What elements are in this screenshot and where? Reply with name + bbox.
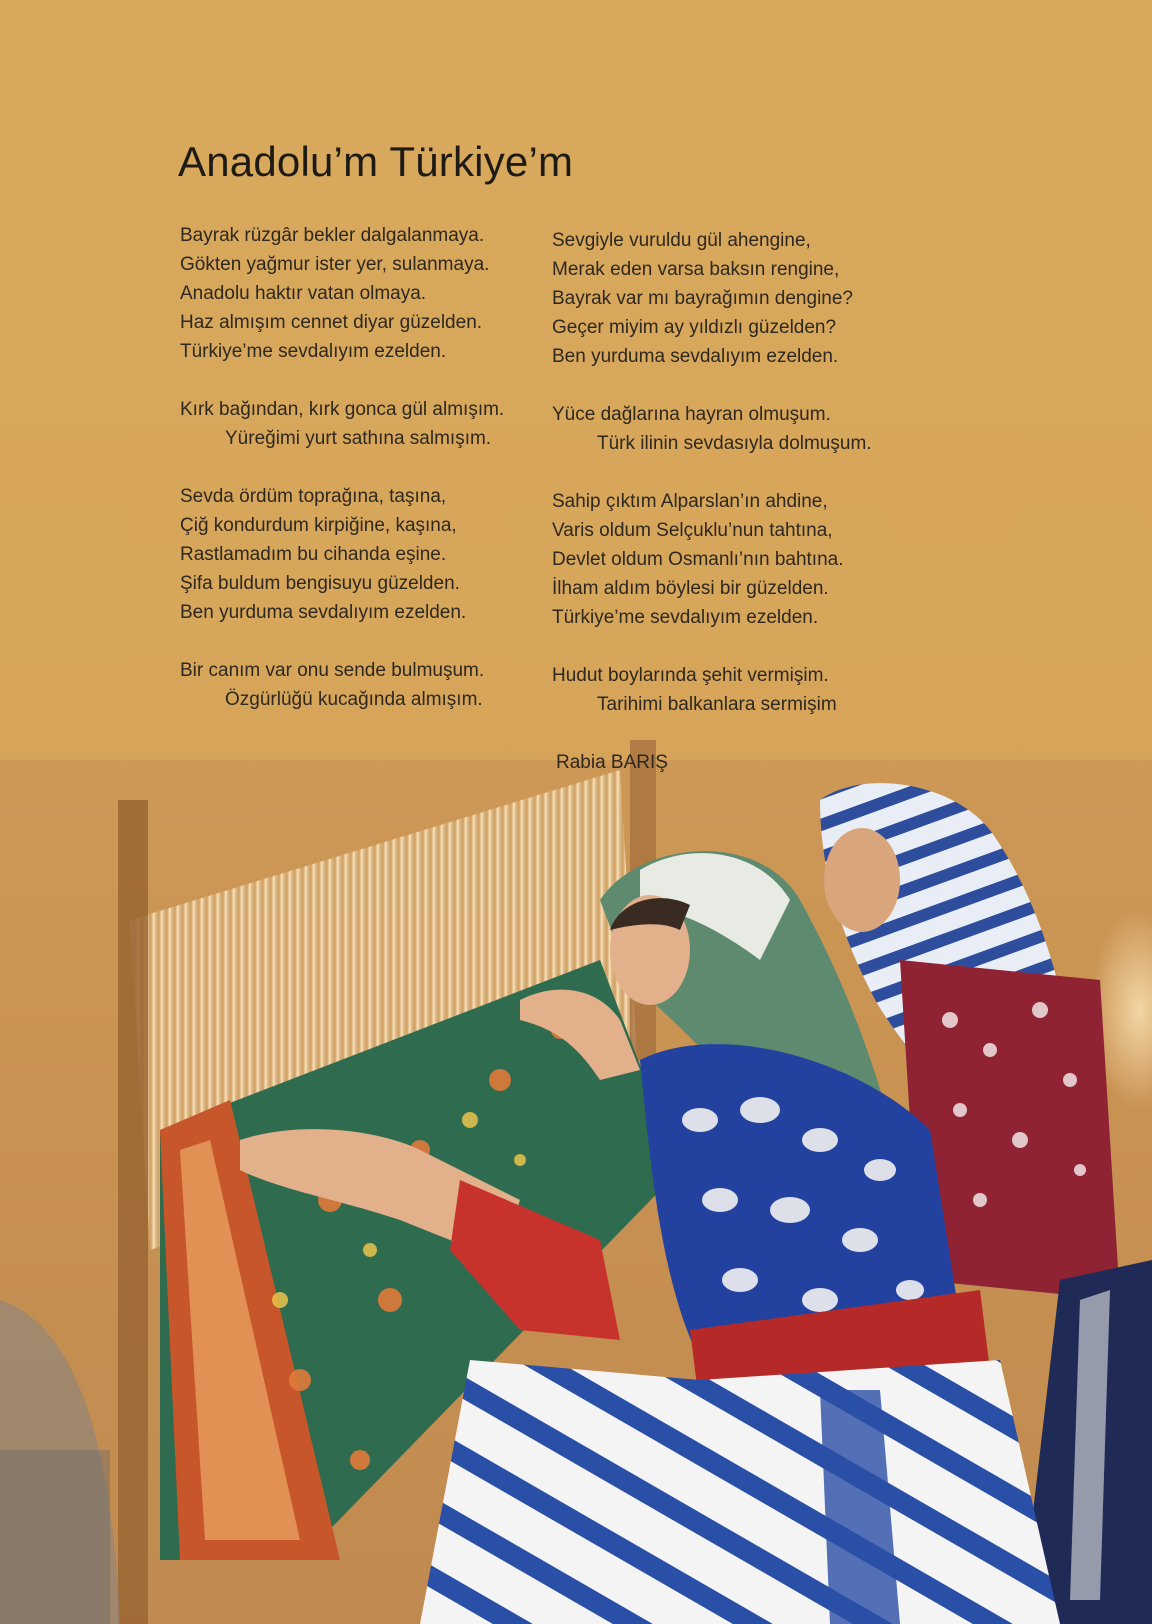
poem-line: Ben yurduma sevdalıyım ezelden.: [552, 346, 839, 367]
poem-line: Gökten yağmur ister yer, sulanmaya.: [180, 254, 490, 275]
poem-line: Sahip çıktım Alparslan’ın ahdine,: [552, 491, 828, 512]
stanza: [180, 482, 540, 627]
poem-line: Geçer miyim ay yıldızlı güzelden?: [552, 317, 837, 338]
poem-author: Rabia BARIŞ: [556, 752, 668, 773]
poem-line: Kırk bağından, kırk gonca gül almışım.: [180, 399, 505, 420]
poem-line: Türk ilinin sevdasıyla dolmuşum.: [597, 433, 872, 454]
poem-line: Yüce dağlarına hayran olmuşum.: [552, 404, 831, 425]
poem-line: Merak eden varsa baksın rengine,: [552, 259, 840, 280]
poem-line: Anadolu haktır vatan olmaya.: [180, 283, 427, 304]
poem-right-column: [552, 226, 932, 748]
poem-line: Sevgiyle vuruldu gül ahengine,: [552, 230, 811, 251]
poem-line: Ben yurduma sevdalıyım ezelden.: [180, 602, 467, 623]
poem-line: Şifa buldum bengisuyu güzelden.: [180, 573, 460, 594]
poem-line: Türkiye’me sevdalıyım ezelden.: [552, 607, 819, 628]
poem-line: Çiğ kondurdum kirpiğine, kaşına,: [180, 515, 457, 536]
stanza: [180, 395, 540, 453]
poem-line: İlham aldım böylesi bir güzelden.: [552, 578, 829, 599]
stanza: [552, 487, 932, 632]
stanza: [552, 226, 932, 371]
stanza: [180, 656, 540, 714]
poem-line: Sevda ördüm toprağına, taşına,: [180, 486, 447, 507]
poem-line: Devlet oldum Osmanlı’nın bahtına.: [552, 549, 844, 570]
poem-line: Tarihimi balkanlara sermişim: [597, 694, 837, 715]
poem-line: Bayrak var mı bayrağımın dengine?: [552, 288, 853, 309]
poem-line: Varis oldum Selçuklu’nun tahtına,: [552, 520, 833, 541]
stanza: [180, 221, 540, 366]
poem-line: Bir canım var onu sende bulmuşum.: [180, 660, 485, 681]
poem-line: Haz almışım cennet diyar güzelden.: [180, 312, 483, 333]
stanza: [552, 400, 932, 458]
poem-line: Rastlamadım bu cihanda eşine.: [180, 544, 447, 565]
stanza: [552, 661, 932, 719]
poem-line: Bayrak rüzgâr bekler dalgalanmaya.: [180, 225, 485, 246]
poem-left-column: [180, 221, 540, 743]
poem-line: Türkiye’me sevdalıyım ezelden.: [180, 341, 447, 362]
poem-title: Anadolu’m Türkiye’m: [178, 138, 574, 185]
poem-line: Yüreğimi yurt sathına salmışım.: [225, 428, 492, 449]
poem-line: Özgürlüğü kucağında almışım.: [225, 689, 483, 710]
poem-line: Hudut boylarında şehit vermişim.: [552, 665, 829, 686]
